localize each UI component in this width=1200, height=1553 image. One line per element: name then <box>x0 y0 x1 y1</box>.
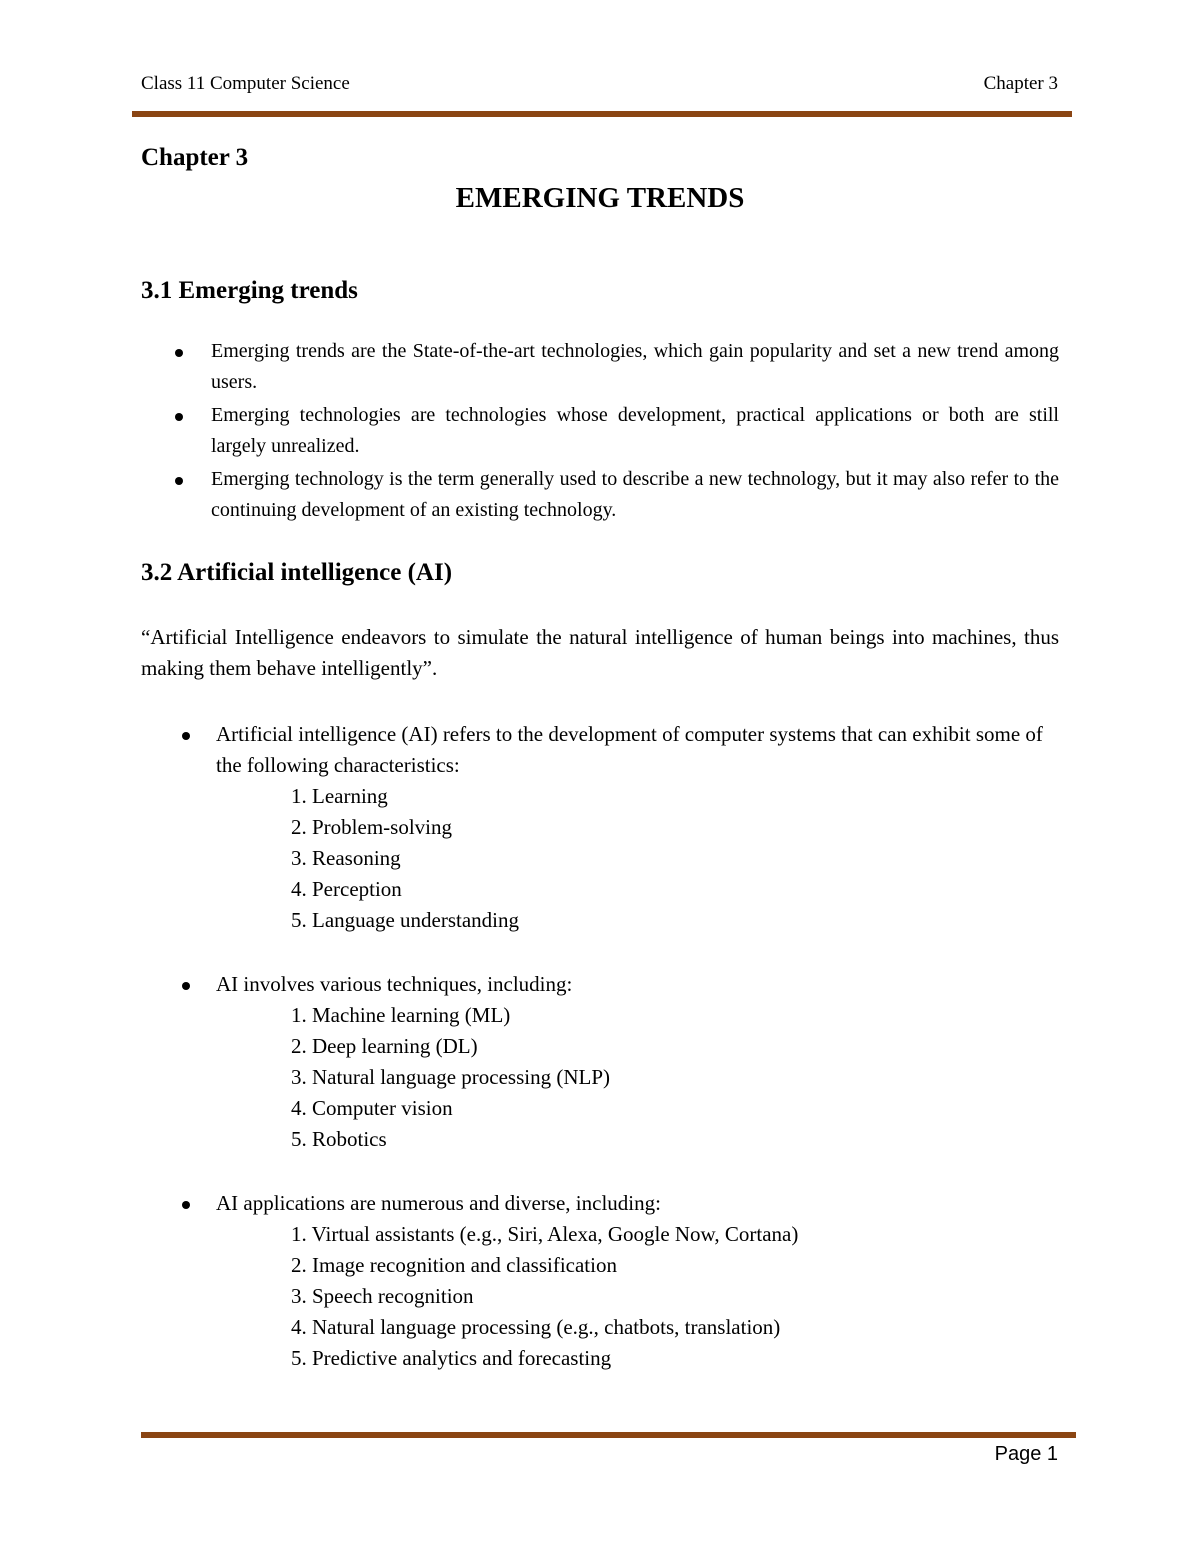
ai-applications-group <box>141 1188 1059 1374</box>
footer-divider <box>141 1432 1076 1438</box>
numbered-item: 1. Learning <box>291 784 388 808</box>
bullet-icon <box>182 982 190 990</box>
group-lead-text: Artificial intelligence (AI) refers to the development of computer systems that can exhibit some of the following characteristics: <box>216 722 1043 777</box>
numbered-item: 1. Virtual assistants (e.g., Siri, Alexa, Google Now, Cortana) <box>291 1222 799 1246</box>
header-divider <box>132 111 1072 117</box>
page-title: EMERGING TRENDS <box>455 182 745 214</box>
numbered-item: 5. Robotics <box>291 1127 387 1151</box>
numbered-item: 4. Computer vision <box>291 1096 453 1120</box>
bullet-text: Emerging technologies are technologies whose development, practical applications or both are still largely unrealized. <box>211 404 1059 457</box>
list-item <box>141 464 1059 526</box>
bullet-text: Emerging trends are the State-of-the-art technologies, which gain popularity and set a new trend among users. <box>211 340 1059 393</box>
section-heading-emerging-trends: 3.1 Emerging trends <box>141 277 358 304</box>
numbered-item: 2. Image recognition and classification <box>291 1253 617 1277</box>
page-number: Page 1 <box>994 1443 1058 1465</box>
numbered-item: 5. Predictive analytics and forecasting <box>291 1346 612 1370</box>
numbered-item: 3. Speech recognition <box>291 1284 474 1308</box>
list-item <box>141 719 1059 781</box>
list-item <box>141 336 1059 398</box>
list-item <box>141 1188 1059 1219</box>
bullet-icon <box>182 732 190 740</box>
ai-characteristics-group <box>141 719 1059 936</box>
running-header-course: Class 11 Computer Science <box>141 73 350 94</box>
bullet-icon <box>182 1201 190 1209</box>
numbered-item: 3. Reasoning <box>291 846 401 870</box>
ai-techniques-group <box>141 969 1059 1155</box>
bullet-icon <box>175 413 183 421</box>
emerging-trends-bullet-list <box>141 336 1059 526</box>
group-lead-text: AI involves various techniques, including: <box>216 972 573 996</box>
bullet-icon <box>175 477 183 485</box>
numbered-item: 4. Natural language processing (e.g., chatbots, translation) <box>291 1315 781 1339</box>
bullet-text: Emerging technology is the term generally used to describe a new technology, but it may also refer to the continuing development of an existing technology. <box>211 468 1059 521</box>
running-header-chapter: Chapter 3 <box>983 73 1058 94</box>
list-item <box>141 969 1059 1000</box>
bullet-icon <box>175 349 183 357</box>
section-heading-artificial-intelligence: 3.2 Artificial intelligence (AI) <box>141 559 453 586</box>
numbered-item: 2. Deep learning (DL) <box>291 1034 478 1058</box>
numbered-item: 1. Machine learning (ML) <box>291 1003 511 1027</box>
numbered-item: 4. Perception <box>291 877 402 901</box>
numbered-list <box>141 781 1059 936</box>
numbered-list <box>141 1000 1059 1155</box>
numbered-list <box>141 1219 1059 1374</box>
list-item <box>141 400 1059 462</box>
numbered-item: 5. Language understanding <box>291 908 520 932</box>
numbered-item: 3. Natural language processing (NLP) <box>291 1065 610 1089</box>
chapter-label: Chapter 3 <box>141 144 249 171</box>
group-lead-text: AI applications are numerous and diverse, including: <box>216 1191 661 1215</box>
numbered-item: 2. Problem-solving <box>291 815 452 839</box>
ai-definition-quote: “Artificial Intelligence endeavors to simulate the natural intelligence of human beings into machines, thus making them behave intelligently”. <box>141 625 1059 680</box>
